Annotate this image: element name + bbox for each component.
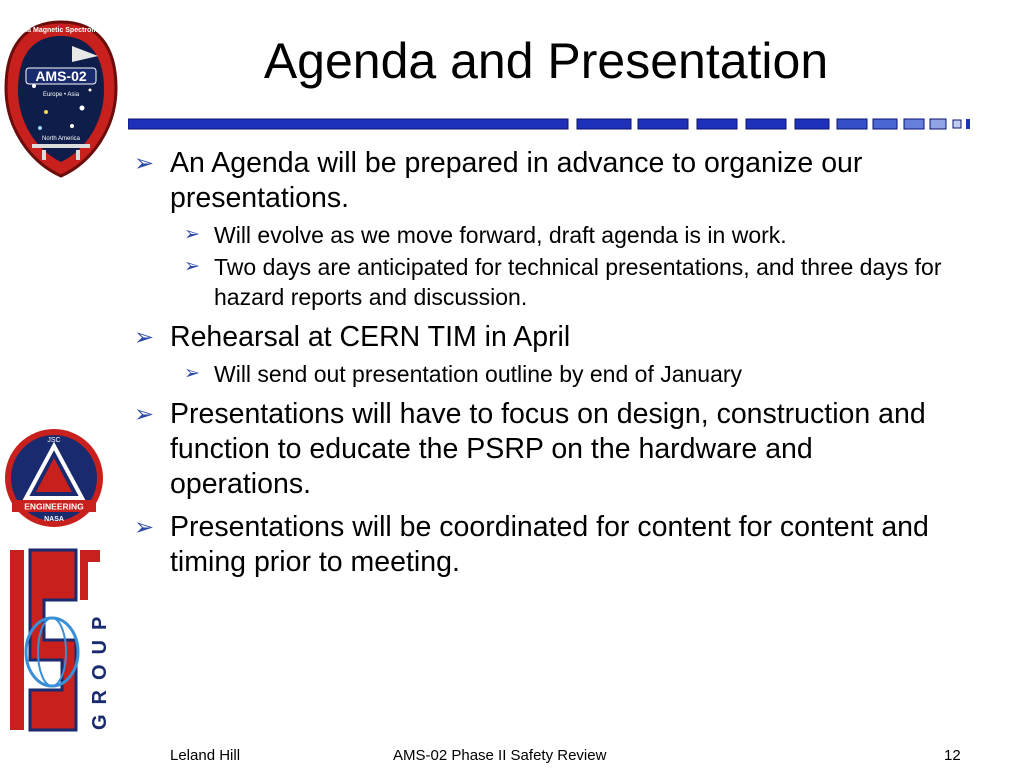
bullet-text: Rehearsal at CERN TIM in April [170,321,571,353]
sub-bullet-text: Two days are anticipated for technical presentations, and three days for hazard reports and discussion. [214,254,942,310]
ams-arc-text: Alpha Magnetic Spectrometer [11,27,111,34]
isc-group-text: GROUP [89,606,111,730]
sub-bullet-text: Will evolve as we move forward, draft agenda is in work. [214,222,787,248]
ams-02-logo [2,16,120,180]
page-number: 12 [944,747,961,764]
footer-author: Leland Hill [170,747,241,764]
bullet-text: Presentations will have to focus on design, construction and function to educate the PSRP on the hardware and operations. [170,398,926,500]
slide-title: Agenda and Presentation [263,33,829,89]
bullet-list [134,146,954,584]
eng-top-text: JSC [47,437,61,444]
ams-region-text-2: North America [41,136,81,142]
arrow-bullet-icon: ➢ [134,324,155,351]
footer-event: AMS-02 Phase II Safety Review [393,747,607,764]
nasa-engineering-logo [4,428,104,532]
ams-name-text: AMS-02 [35,68,87,84]
bullet-item [134,510,954,580]
arrow-bullet-icon: ➢ [184,363,200,384]
arrow-bullet-icon: ➢ [134,150,155,177]
arrow-bullet-icon: ➢ [184,256,200,277]
bullet-text: Presentations will be coordinated for content for content and timing prior to meeting. [170,511,929,578]
title-divider [128,118,974,130]
eng-banner-text: ENGINEERING [24,501,84,512]
arrow-bullet-icon: ➢ [184,224,200,245]
bullet-item [134,320,954,355]
bullet-item [134,146,954,216]
eng-bottom-text: NASA [44,516,64,523]
bullet-item [134,397,954,502]
arrow-bullet-icon: ➢ [134,401,155,428]
isc-group-logo [6,540,112,740]
sub-bullet-item [134,220,954,250]
ams-region-text: Europe • Asia [42,92,80,98]
sub-bullet-item [134,252,954,312]
sub-bullet-text: Will send out presentation outline by end of January [214,361,743,387]
bullet-text: An Agenda will be prepared in advance to organize our presentations. [170,147,863,214]
sub-bullet-item [134,359,954,389]
arrow-bullet-icon: ➢ [134,514,155,541]
